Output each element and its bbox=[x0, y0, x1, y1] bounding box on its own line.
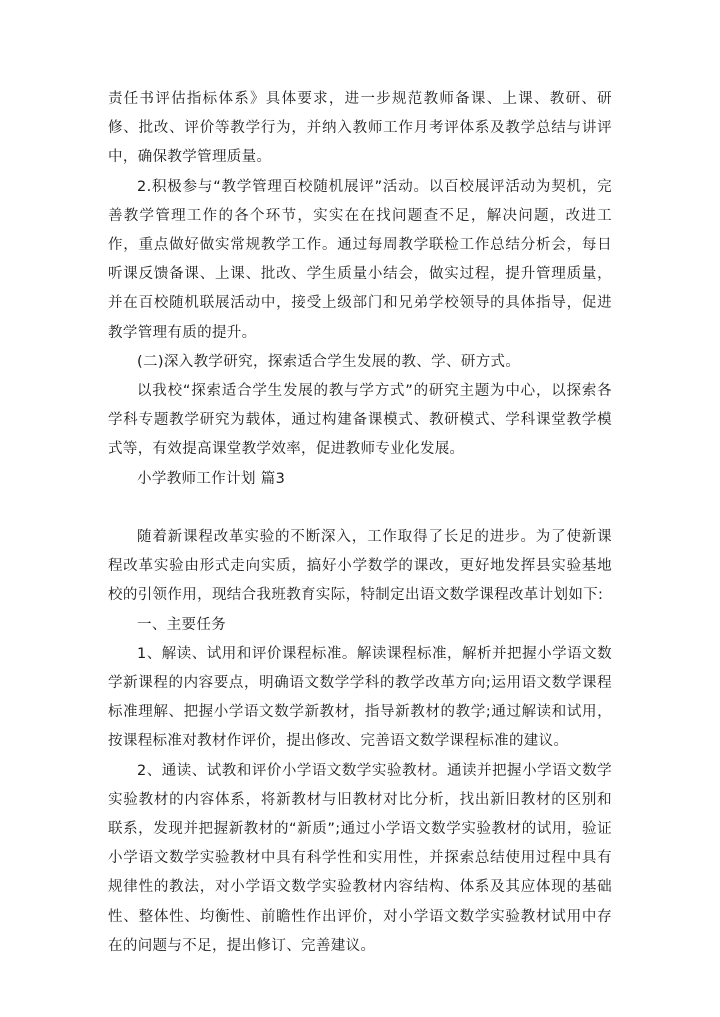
paragraph-intro: 随着新课程改革实验的不断深入，工作取得了长足的进步。为了使新课程改革实验由形式走向实质，搞好小学数学的课改，更好地发挥县实验基地校的引领作用，现结合我班教育实际，特制定出语文数学课程改革计划如下: bbox=[108, 529, 612, 604]
paragraph-task-1: 1、解读、试用和评价课程标准。解读课程标准，解析并把握小学语文数学新课程的内容要点，明确语文数学学科的教学改革方向;运用语文数学课程标准理解、把握小学语文数学新教材，指导新教材的教学;通过解读和试用，按课程标准对教材作评价，提出修改、完善语文数学课程标准的建议。 bbox=[108, 645, 612, 750]
paragraph-continuation: 责任书评估指标体系》具体要求，进一步规范教师备课、上课、教研、研修、批改、评价等教学行为，并纳入教师工作月考评体系及教学总结与讲评中，确保教学管理质量。 bbox=[108, 91, 612, 166]
paragraph-research: 以我校“探索适合学生发展的教与学方式”的研究主题为中心，以探索各学科专题教学研究为载体，通过构建备课模式、教研模式、学科课堂教学模式等，有效提高课堂教学效率，促进教师专业化发展。 bbox=[108, 383, 612, 458]
section-heading-2: (二)深入教学研究，探索适合学生发展的教、学、研方式。 bbox=[137, 353, 521, 370]
article-title: 小学教师工作计划 篇3 bbox=[137, 470, 286, 487]
section-heading-tasks: 一、主要任务 bbox=[137, 616, 227, 633]
document-body bbox=[108, 85, 612, 961]
paragraph-item-2: 2.积极参与“教学管理百校随机展评”活动。以百校展评活动为契机，完善教学管理工作的各个环节，实实在在找问题查不足，解决问题，改进工作，重点做好做实常规教学工作。通过每周教学联检工作总结分析会，每日听课反馈备课、上课、批改、学生质量小结会，做实过程，提升管理质量，并在百校随机联展活动中，接受上级部门和兄弟学校领导的具体指导，促进教学管理有质的提升。 bbox=[108, 178, 612, 341]
blank-line bbox=[108, 494, 612, 523]
paragraph-task-2: 2、通读、试教和评价小学语文数学实验教材。通读并把握小学语文数学实验教材的内容体系，将新教材与旧教材对比分析，找出新旧教材的区别和联系，发现并把握新教材的“新质”;通过小学语文数学实验教材的试用，验证小学语文数学实验教材中具有科学性和实用性，并探索总结使用过程中具有规律性的教法，对小学语文数学实验教材内容结构、体系及其应体现的基础性、整体性、均衡性、前瞻性作出评价，对小学语文数学实验教材试用中存在的问题与不足，提出修订、完善建议。 bbox=[108, 762, 612, 954]
